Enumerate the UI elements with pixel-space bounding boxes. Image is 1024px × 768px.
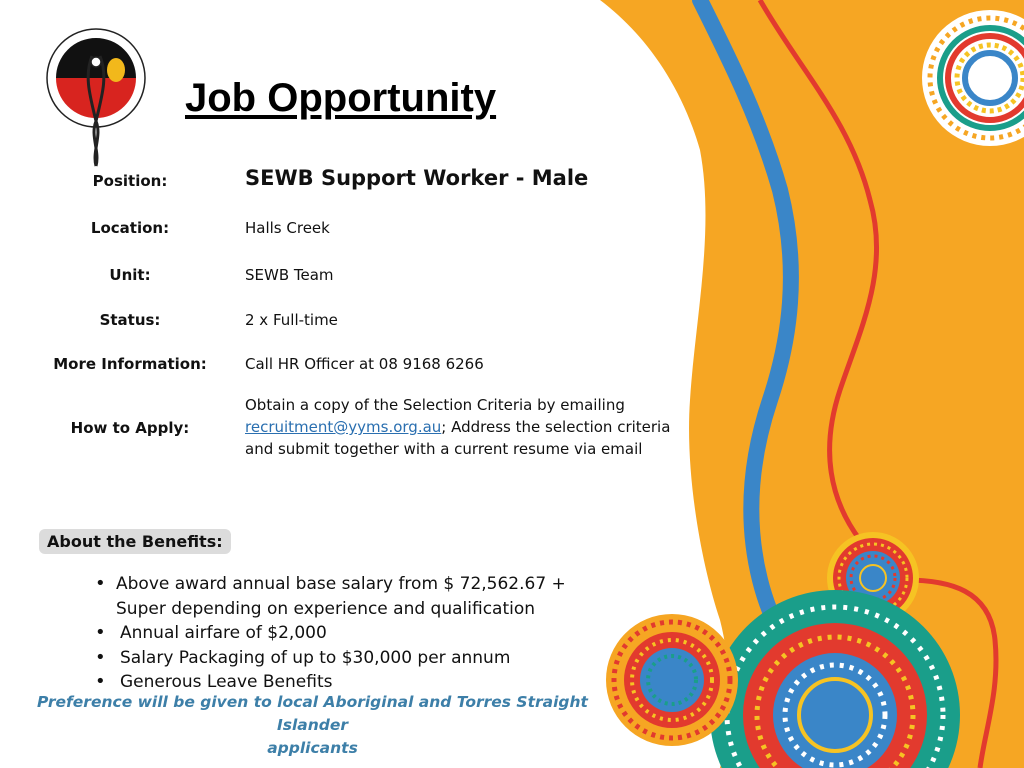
- apply-line-1: Obtain a copy of the Selection Criteria by emailing: [245, 396, 625, 414]
- benefit-packaging-text: Salary Packaging of up to $30,000 per annum: [120, 647, 511, 668]
- benefit-salary-line-1: • Above award annual base salary from $ 72,562.67 +: [116, 574, 566, 594]
- dot-circle-bottom-left: [606, 614, 738, 746]
- preference-line-1: Preference will be given to local Aboriginal and Torres Straight Islander: [37, 693, 588, 734]
- location-value: Halls Creek: [245, 219, 330, 237]
- apply-line-2: [245, 416, 695, 438]
- preference-line-2: applicants: [267, 739, 358, 757]
- status-value: 2 x Full-time: [245, 311, 338, 329]
- benefits-heading: About the Benefits:: [39, 529, 231, 554]
- how-to-apply-label: How to Apply:: [70, 419, 190, 437]
- benefits-list: [95, 572, 615, 695]
- unit-label: Unit:: [109, 266, 151, 284]
- more-info-value: Call HR Officer at 08 9168 6266: [245, 355, 484, 373]
- apply-line-2-suffix: ; Address the selection criteria: [441, 418, 671, 436]
- status-label: Status:: [99, 311, 161, 329]
- apply-line-3: and submit together with a current resume via email: [245, 440, 643, 458]
- benefit-item-packaging: [95, 646, 615, 671]
- recruitment-email-link[interactable]: recruitment@yyms.org.au: [245, 418, 442, 436]
- location-label: Location:: [90, 219, 170, 237]
- unit-value: SEWB Team: [245, 266, 334, 284]
- benefit-airfare-text: Annual airfare of $2,000: [120, 623, 327, 643]
- organisation-logo: [44, 26, 148, 168]
- position-value: SEWB Support Worker - Male: [245, 166, 589, 190]
- position-label: Position:: [92, 172, 168, 190]
- benefit-item-salary: [95, 572, 615, 621]
- page-title: Job Opportunity: [185, 76, 497, 120]
- how-to-apply-value: [245, 394, 695, 460]
- preference-note: [20, 691, 605, 760]
- benefit-item-airfare: [95, 621, 615, 646]
- more-info-label: More Information:: [53, 355, 207, 373]
- benefit-leave-text: Generous Leave Benefits: [120, 672, 333, 692]
- benefit-salary-line-2: Super depending on experience and qualification: [116, 598, 536, 619]
